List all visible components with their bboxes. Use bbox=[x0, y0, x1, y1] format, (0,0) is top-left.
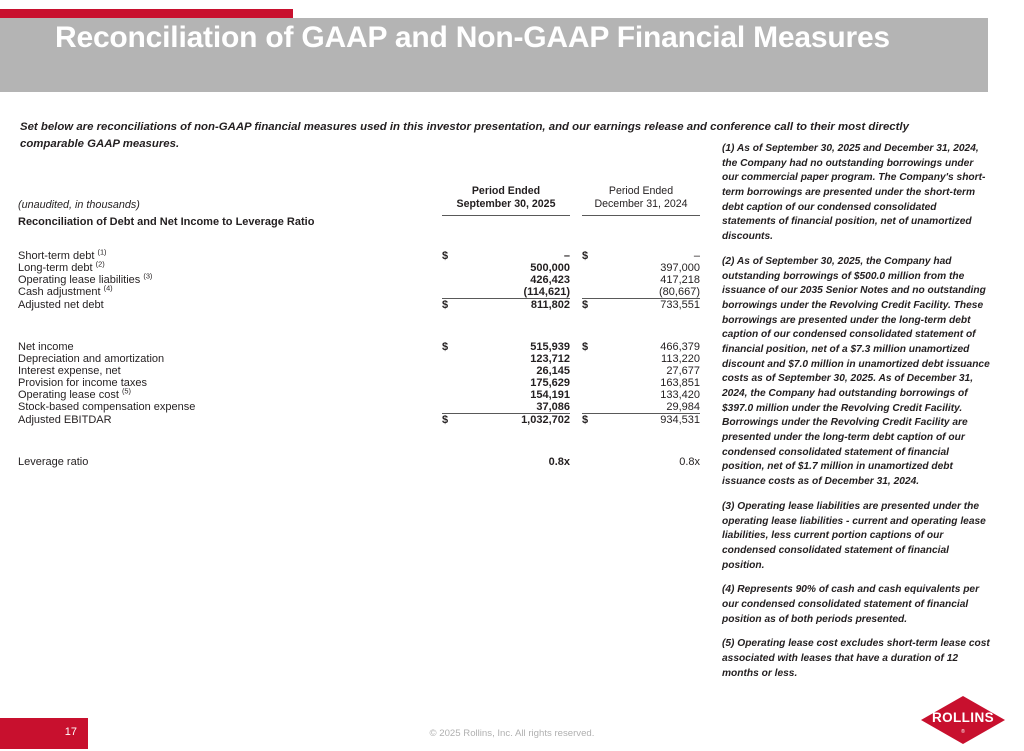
currency-symbol: $ bbox=[582, 249, 589, 262]
row-value-period-2: 934,531 bbox=[608, 413, 700, 426]
copyright-text: © 2025 Rollins, Inc. All rights reserved. bbox=[429, 728, 595, 739]
currency-symbol bbox=[442, 389, 468, 401]
footnote-ref: (1) bbox=[97, 247, 107, 257]
row-value-period-2: 417,218 bbox=[660, 273, 700, 286]
currency-symbol bbox=[442, 365, 468, 377]
currency-symbol bbox=[582, 389, 608, 401]
row-value-period-2: 113,220 bbox=[661, 352, 700, 365]
row-value-period-1: 175,629 bbox=[530, 376, 570, 389]
row-value-period-2: – bbox=[693, 249, 700, 262]
footnote-ref: (3) bbox=[143, 271, 153, 281]
row-value-period-1: 123,712 bbox=[530, 352, 570, 365]
section-title: Reconciliation of Debt and Net Income to Leverage Ratio bbox=[18, 215, 315, 228]
section-title-row bbox=[18, 215, 700, 228]
currency-symbol bbox=[582, 456, 608, 468]
currency-symbol: $ bbox=[442, 340, 449, 353]
currency-symbol bbox=[442, 286, 468, 299]
row-value-period-1: (114,621) bbox=[523, 285, 570, 298]
currency-symbol: $ bbox=[442, 298, 468, 311]
row-value-period-2: 397,000 bbox=[660, 261, 700, 274]
table-row bbox=[18, 365, 700, 377]
intro-paragraph: Set below are reconciliations of non-GAAP financial measures used in this investor presentation, and our earnings release and conference call to their most directly comparable GAAP measures. bbox=[20, 121, 909, 150]
row-label: Net income bbox=[18, 340, 74, 353]
footnote-3: (3) Operating lease liabilities are presented under the operating lease liabilities - current and operating lease liabilities, less current portion captions of our condensed consolidated statement of financial position. bbox=[722, 500, 986, 571]
currency-symbol: $ bbox=[582, 340, 589, 353]
currency-symbol bbox=[582, 286, 608, 299]
row-value-period-1: – bbox=[563, 249, 570, 262]
currency-symbol bbox=[582, 401, 608, 414]
row-value-period-1: 500,000 bbox=[530, 261, 570, 274]
currency-symbol bbox=[442, 401, 468, 414]
row-value-period-2: 163,851 bbox=[660, 376, 700, 389]
row-value-period-1: 1,032,702 bbox=[468, 413, 570, 426]
currency-symbol: $ bbox=[582, 298, 608, 311]
row-value-period-2: 733,551 bbox=[608, 298, 700, 311]
table-row bbox=[18, 401, 700, 414]
rollins-logo-wordmark: ROLLINS bbox=[931, 710, 995, 725]
currency-symbol bbox=[442, 274, 468, 286]
table-row-leverage-ratio bbox=[18, 456, 700, 468]
row-label: Short-term debt $^{(1)}$ bbox=[18, 247, 107, 262]
footnote-4: (4) Represents 90% of cash and cash equivalents per our condensed consolidated statement of financial position as of both periods presented. bbox=[722, 584, 980, 625]
table-total-row bbox=[18, 413, 700, 426]
column-header-period-2 bbox=[582, 185, 700, 211]
table-header-row bbox=[18, 185, 700, 211]
footnotes-column bbox=[722, 142, 990, 681]
column-header-period-1 bbox=[442, 185, 570, 211]
table-row bbox=[18, 353, 700, 365]
spacer bbox=[18, 311, 700, 341]
row-value-period-1: 426,423 bbox=[530, 273, 570, 286]
row-value-period-1: 515,939 bbox=[530, 340, 570, 353]
footnote-ref: (2) bbox=[95, 259, 105, 269]
table-row bbox=[18, 262, 700, 274]
currency-symbol bbox=[582, 353, 608, 365]
currency-symbol bbox=[582, 262, 608, 274]
currency-symbol bbox=[442, 353, 468, 365]
table-row bbox=[18, 341, 700, 353]
currency-symbol bbox=[582, 377, 608, 389]
row-value-period-2: 0.8x bbox=[679, 455, 700, 468]
currency-symbol: $ bbox=[442, 413, 468, 426]
row-value-period-2: 29,984 bbox=[666, 400, 700, 413]
row-label: Depreciation and amortization bbox=[18, 352, 165, 365]
row-label: Long-term debt $^{(2)}$ bbox=[18, 259, 105, 274]
row-label: Operating lease cost $^{(5)}$ bbox=[18, 386, 131, 401]
currency-symbol bbox=[582, 274, 608, 286]
table-row bbox=[18, 389, 700, 401]
footnote-ref: (4) bbox=[103, 283, 113, 293]
row-value-period-2: 466,379 bbox=[660, 340, 700, 353]
table-row bbox=[18, 286, 700, 299]
row-value-period-1: 26,145 bbox=[536, 364, 570, 377]
row-value-period-1: 811,802 bbox=[468, 298, 570, 311]
registered-trademark-icon: ® bbox=[961, 729, 965, 735]
column-header-2-line2: December 31, 2024 bbox=[594, 198, 688, 211]
row-label: Adjusted net debt bbox=[18, 298, 104, 311]
spacer bbox=[18, 228, 700, 250]
currency-symbol bbox=[442, 456, 468, 468]
reconciliation-table bbox=[18, 185, 700, 468]
page-number: 17 bbox=[64, 726, 77, 738]
currency-symbol bbox=[442, 262, 468, 274]
currency-symbol bbox=[582, 365, 608, 377]
row-label: Leverage ratio bbox=[18, 455, 89, 468]
row-label: Adjusted EBITDAR bbox=[18, 413, 112, 426]
table-row bbox=[18, 377, 700, 389]
row-value-period-2: 133,420 bbox=[660, 388, 700, 401]
page-title: Reconciliation of GAAP and Non-GAAP Financial Measures bbox=[55, 21, 890, 54]
row-label: Cash adjustment $^{(4)}$ bbox=[18, 283, 113, 299]
row-value-period-2: 27,677 bbox=[666, 364, 700, 377]
row-label: Provision for income taxes bbox=[18, 376, 147, 389]
column-header-1-line1: Period Ended bbox=[471, 185, 541, 197]
rollins-logo-icon bbox=[920, 695, 1006, 745]
footnote-5: (5) Operating lease cost excludes short-term lease cost associated with leases that have a duration of 12 months or less. bbox=[722, 638, 990, 679]
row-value-period-1: 37,086 bbox=[536, 400, 570, 413]
column-header-1-line2: September 30, 2025 bbox=[456, 198, 556, 211]
footnote-2: (2) As of September 30, 2025, the Company had outstanding borrowings of $500.0 million from the issuance of our 2035 Senior Notes and no outstanding borrowings under the Revolving Credit Facility. These borrowings are presented under the long-term debt caption of our condensed consolidated statement of financial position, net of a $7.3 million unamortized discount and $7.0 million in unamortized debt issuance costs as of September 30, 2025. As of December 31, 2024, the Company had outstanding borrowings of $397.0 million under the Revolving Credit Facility. Borrowings under the Revolving Credit Facility are presented under the long-term debt caption of our condensed consolidated statement of financial position, net of $1.7 million in unamortized debt issuance costs as of December 31, 2024. bbox=[722, 255, 990, 488]
row-label: Interest expense, net bbox=[18, 364, 121, 377]
unaudited-label: (unaudited, in thousands) bbox=[18, 199, 140, 212]
table-row bbox=[18, 274, 700, 286]
footnote-ref: (5) bbox=[121, 386, 131, 396]
spacer bbox=[18, 426, 700, 456]
table-total-row bbox=[18, 298, 700, 311]
row-label: Stock-based compensation expense bbox=[18, 401, 196, 414]
rollins-logo bbox=[920, 695, 1006, 745]
footnote-1: (1) As of September 30, 2025 and December 31, 2024, the Company had no outstanding borrowings under our commercial paper program. The Company's short-term borrowings are presented under the short-term debt caption of our condensed consolidated statements of financial position, net of unamortized discounts. bbox=[722, 143, 986, 243]
row-value-period-1: 154,191 bbox=[530, 388, 570, 401]
currency-symbol bbox=[442, 377, 468, 389]
row-label: Operating lease liabilities $^{(3)}$ bbox=[18, 271, 153, 286]
currency-symbol: $ bbox=[582, 413, 608, 426]
table-row bbox=[18, 250, 700, 262]
column-header-2-line1: Period Ended bbox=[608, 185, 674, 197]
currency-symbol: $ bbox=[442, 249, 449, 262]
row-value-period-1: 0.8x bbox=[548, 455, 570, 468]
row-value-period-2: (80,667) bbox=[659, 285, 700, 298]
